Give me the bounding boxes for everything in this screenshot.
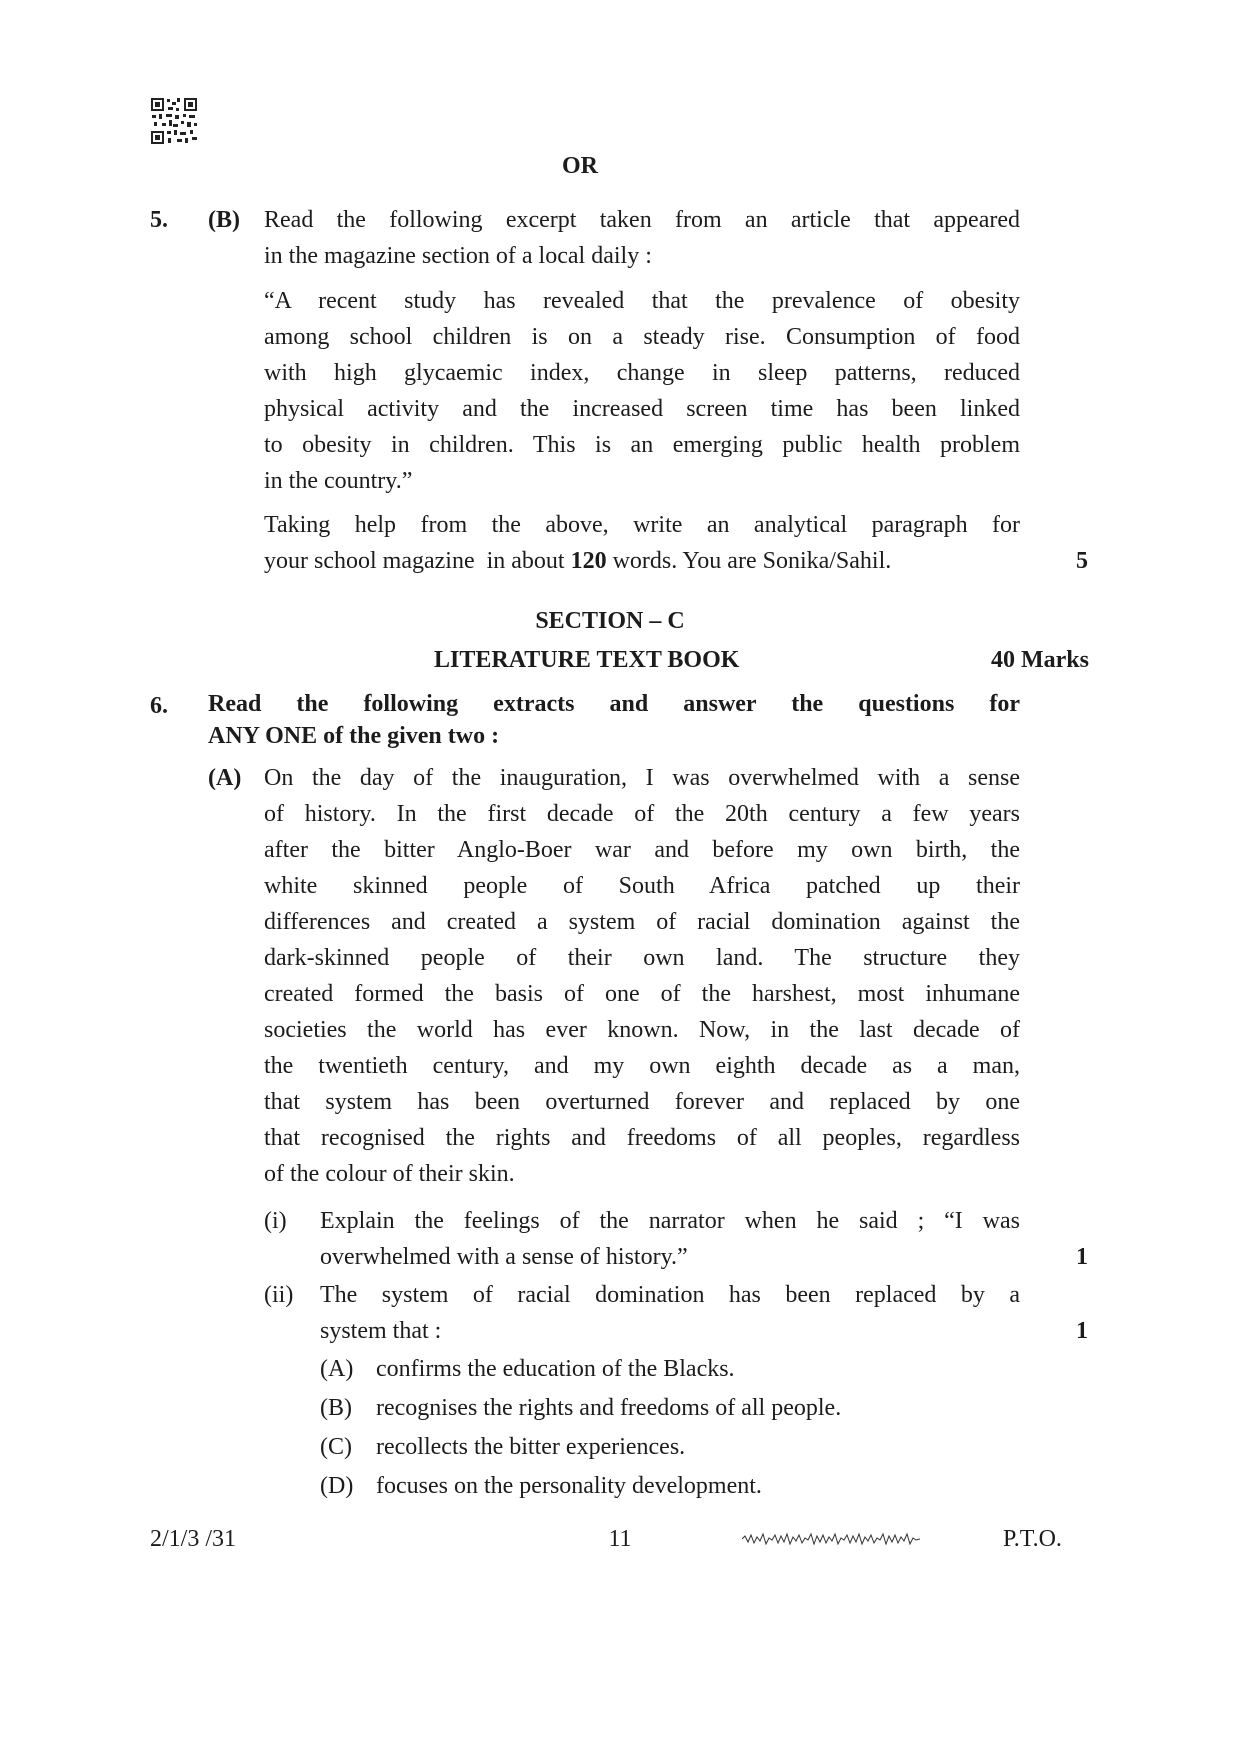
subquestion-line: overwhelmed with a sense of history.” <box>320 1244 688 1270</box>
word-count: 120 <box>570 548 607 574</box>
section-title: SECTION – C <box>535 608 685 634</box>
marks-value: 5 <box>1076 548 1088 574</box>
option-label: (C) <box>320 1434 352 1460</box>
question-number: 5. <box>150 207 168 233</box>
extract-line: of the colour of their skin. <box>264 1161 515 1187</box>
extract-line: societies the world has ever known. Now, in the last decade of <box>264 1017 1020 1043</box>
extract-line: that recognised the rights and freedoms of all peoples, regardless <box>264 1125 1020 1151</box>
option-label: (D) <box>320 1473 354 1499</box>
question-intro-line: Read the following excerpt taken from an article that appeared <box>264 207 1020 233</box>
task-line: Taking help from the above, write an analytical paragraph for <box>264 512 1020 538</box>
question-number: 6. <box>150 693 168 719</box>
paper-code: 2/1/3 /31 <box>150 1526 237 1552</box>
question-heading-line: ANY ONE of the given two : <box>208 723 500 749</box>
extract-line: of history. In the first decade of the 20th century a few years <box>264 801 1020 827</box>
article-excerpt <box>264 283 1020 499</box>
qr-code-icon <box>150 97 198 145</box>
excerpt-line: “A recent study has revealed that the prevalence of obesity <box>264 288 1020 314</box>
or-heading: OR <box>562 153 598 179</box>
option-text: recollects the bitter experiences. <box>376 1434 686 1460</box>
option-text: recognises the rights and freedoms of all people. <box>376 1395 842 1421</box>
page-number: 11 <box>608 1526 632 1552</box>
question-part-label: (B) <box>208 207 240 233</box>
extract-line: differences and created a system of racial domination against the <box>264 909 1020 935</box>
task-text: your school magazine in about <box>264 548 571 574</box>
extract-line: after the bitter Anglo-Boer war and before my own birth, the <box>264 837 1020 863</box>
page-turn-note: P.T.O. <box>1003 1526 1062 1552</box>
question-heading-line: Read the following extracts and answer the questions for <box>208 691 1020 717</box>
section-subtitle: LITERATURE TEXT BOOK <box>434 647 740 673</box>
subquestion-number: (ii) <box>264 1282 294 1308</box>
extract-line: dark-skinned people of their own land. The structure they <box>264 945 1020 971</box>
extract-line: created formed the basis of one of the harshest, most inhumane <box>264 981 1020 1007</box>
marks-value: 1 <box>1076 1244 1088 1270</box>
extract-line: that system has been overturned forever and replaced by one <box>264 1089 1020 1115</box>
subquestion-line: The system of racial domination has been replaced by a <box>320 1282 1020 1308</box>
option-label: (A) <box>320 1356 354 1382</box>
excerpt-line: to obesity in children. This is an emerging public health problem <box>264 432 1020 458</box>
question-intro-line: in the magazine section of a local daily : <box>264 243 652 269</box>
option-text: confirms the education of the Blacks. <box>376 1356 735 1382</box>
subquestion-number: (i) <box>264 1208 287 1234</box>
literature-extract <box>264 760 1020 1192</box>
extract-line: On the day of the inauguration, I was overwhelmed with a sense <box>264 765 1020 791</box>
subquestion-line: Explain the feelings of the narrator when he said ; “I was <box>320 1208 1020 1234</box>
task-line <box>264 543 891 579</box>
extract-line: white skinned people of South Africa patched up their <box>264 873 1020 899</box>
wavy-line-icon <box>742 1532 920 1546</box>
option-text: focuses on the personality development. <box>376 1473 762 1499</box>
subquestion-line: system that : <box>320 1318 442 1344</box>
extract-line: the twentieth century, and my own eighth decade as a man, <box>264 1053 1020 1079</box>
task-text: words. You are Sonika/Sahil. <box>606 548 892 574</box>
marks-value: 1 <box>1076 1318 1088 1344</box>
option-label: (B) <box>320 1395 352 1421</box>
excerpt-line: among school children is on a steady rise. Consumption of food <box>264 324 1020 350</box>
excerpt-line: in the country.” <box>264 468 413 494</box>
excerpt-line: physical activity and the increased screen time has been linked <box>264 396 1020 422</box>
extract-label: (A) <box>208 765 242 791</box>
excerpt-line: with high glycaemic index, change in sleep patterns, reduced <box>264 360 1020 386</box>
section-marks: 40 Marks <box>991 647 1089 673</box>
